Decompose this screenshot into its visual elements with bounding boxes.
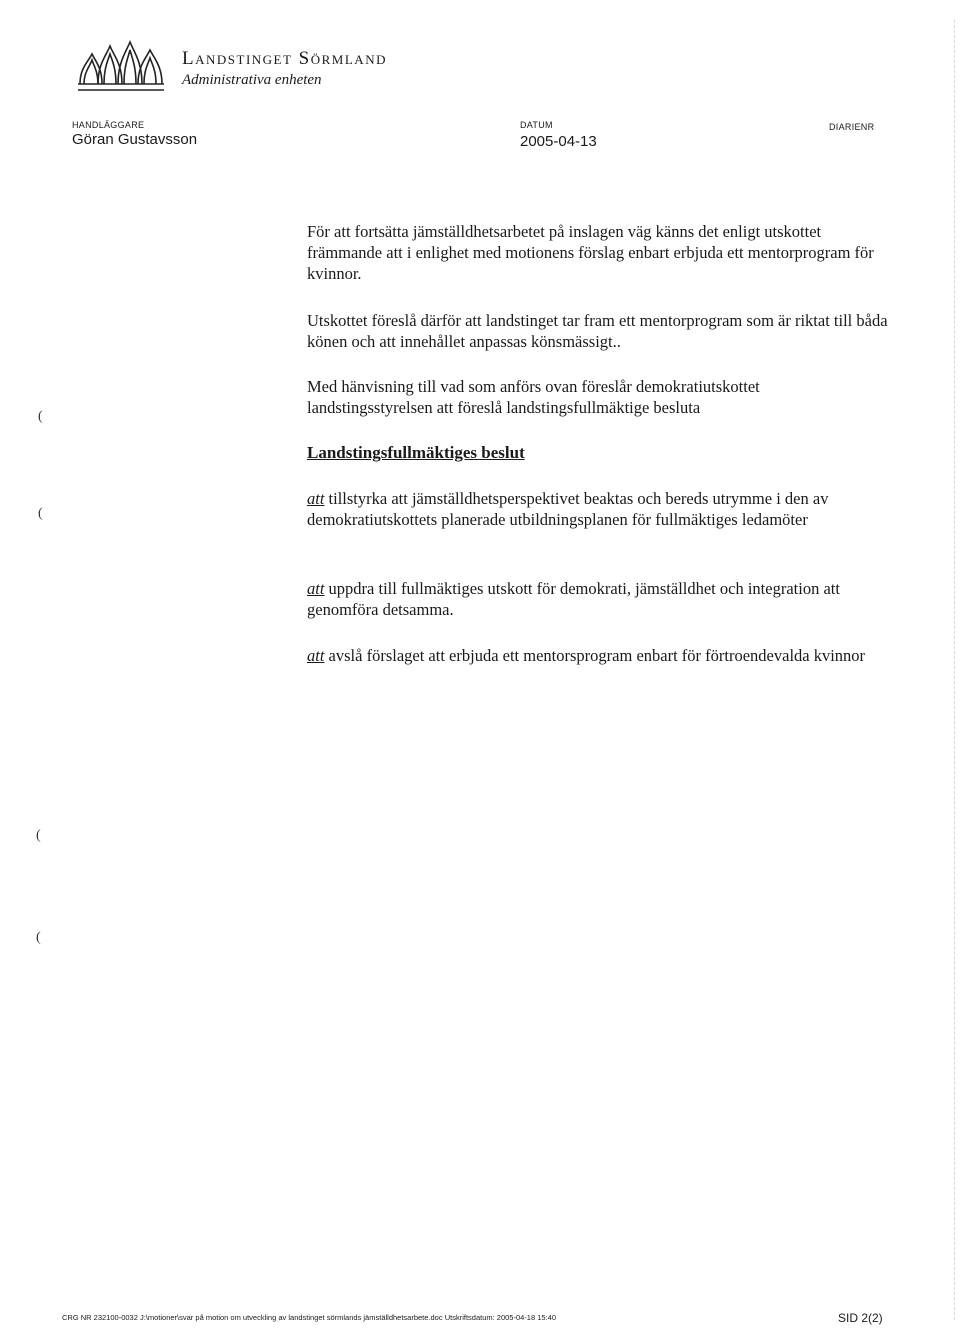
att-label: att bbox=[307, 489, 325, 508]
margin-mark: ( bbox=[38, 409, 43, 424]
organization-name: Landstinget Sörmland bbox=[182, 48, 387, 69]
organization-unit: Administrativa enheten bbox=[182, 72, 322, 88]
margin-mark: ( bbox=[38, 506, 43, 521]
att-label: att bbox=[307, 579, 325, 598]
body-paragraph-1: För att fortsätta jämställdhetsarbetet på inslagen väg känns det enligt utskottet främmande att i enlighet med motionens förslag enbart erbjuda ett mentorprogram för kvinnor. bbox=[307, 222, 874, 283]
margin-mark: ( bbox=[36, 930, 41, 945]
decision-heading: Landstingsfullmäktiges beslut bbox=[307, 443, 525, 462]
page-number: SID 2(2) bbox=[838, 1311, 883, 1325]
handlaggare-value: Göran Gustavsson bbox=[72, 131, 198, 148]
decision-3 bbox=[307, 645, 912, 666]
datum-value: 2005-04-13 bbox=[520, 133, 597, 150]
decision-2 bbox=[307, 578, 867, 620]
margin-mark: ( bbox=[36, 828, 41, 843]
crown-logo-icon bbox=[72, 38, 170, 96]
decision-text: tillstyrka att jämställdhetsperspektivet beaktas och bereds utrymme i den av demokratiutskottets planerade utbildningsplanen för fullmäktiges ledamöter bbox=[307, 489, 829, 529]
body-paragraph-2: Utskottet föreslå därför att landstinget tar fram ett mentorprogram som är riktat till båda könen och att innehållet anpassas könsmässigt.. bbox=[307, 311, 888, 351]
scan-edge-line bbox=[954, 20, 955, 1320]
footer-text: CRG NR 232100-0032 J:\motioner\svar på motion om utveckling av landstinget sörmlands jämställdhetsarbete.doc Utskriftsdatum: 2005-04-18 15:40 bbox=[62, 1313, 557, 1322]
body-paragraph-3: Med hänvisning till vad som anförs ovan föreslår demokratiutskottet landstingsstyrelsen att föreslå landstingsfullmäktige besluta bbox=[307, 377, 760, 417]
decision-text: avslå förslaget att erbjuda ett mentorsprogram enbart för förtroendevalda kvinnor bbox=[324, 646, 866, 665]
decision-text: uppdra till fullmäktiges utskott för demokrati, jämställdhet och integration att genomföra detsamma. bbox=[307, 579, 840, 619]
datum-label: DATUM bbox=[520, 120, 553, 130]
diarienr-label: DIARIENR bbox=[829, 122, 875, 132]
att-label: att bbox=[307, 646, 325, 665]
decision-1 bbox=[307, 488, 912, 530]
handlaggare-label: HANDLÄGGARE bbox=[72, 120, 145, 130]
